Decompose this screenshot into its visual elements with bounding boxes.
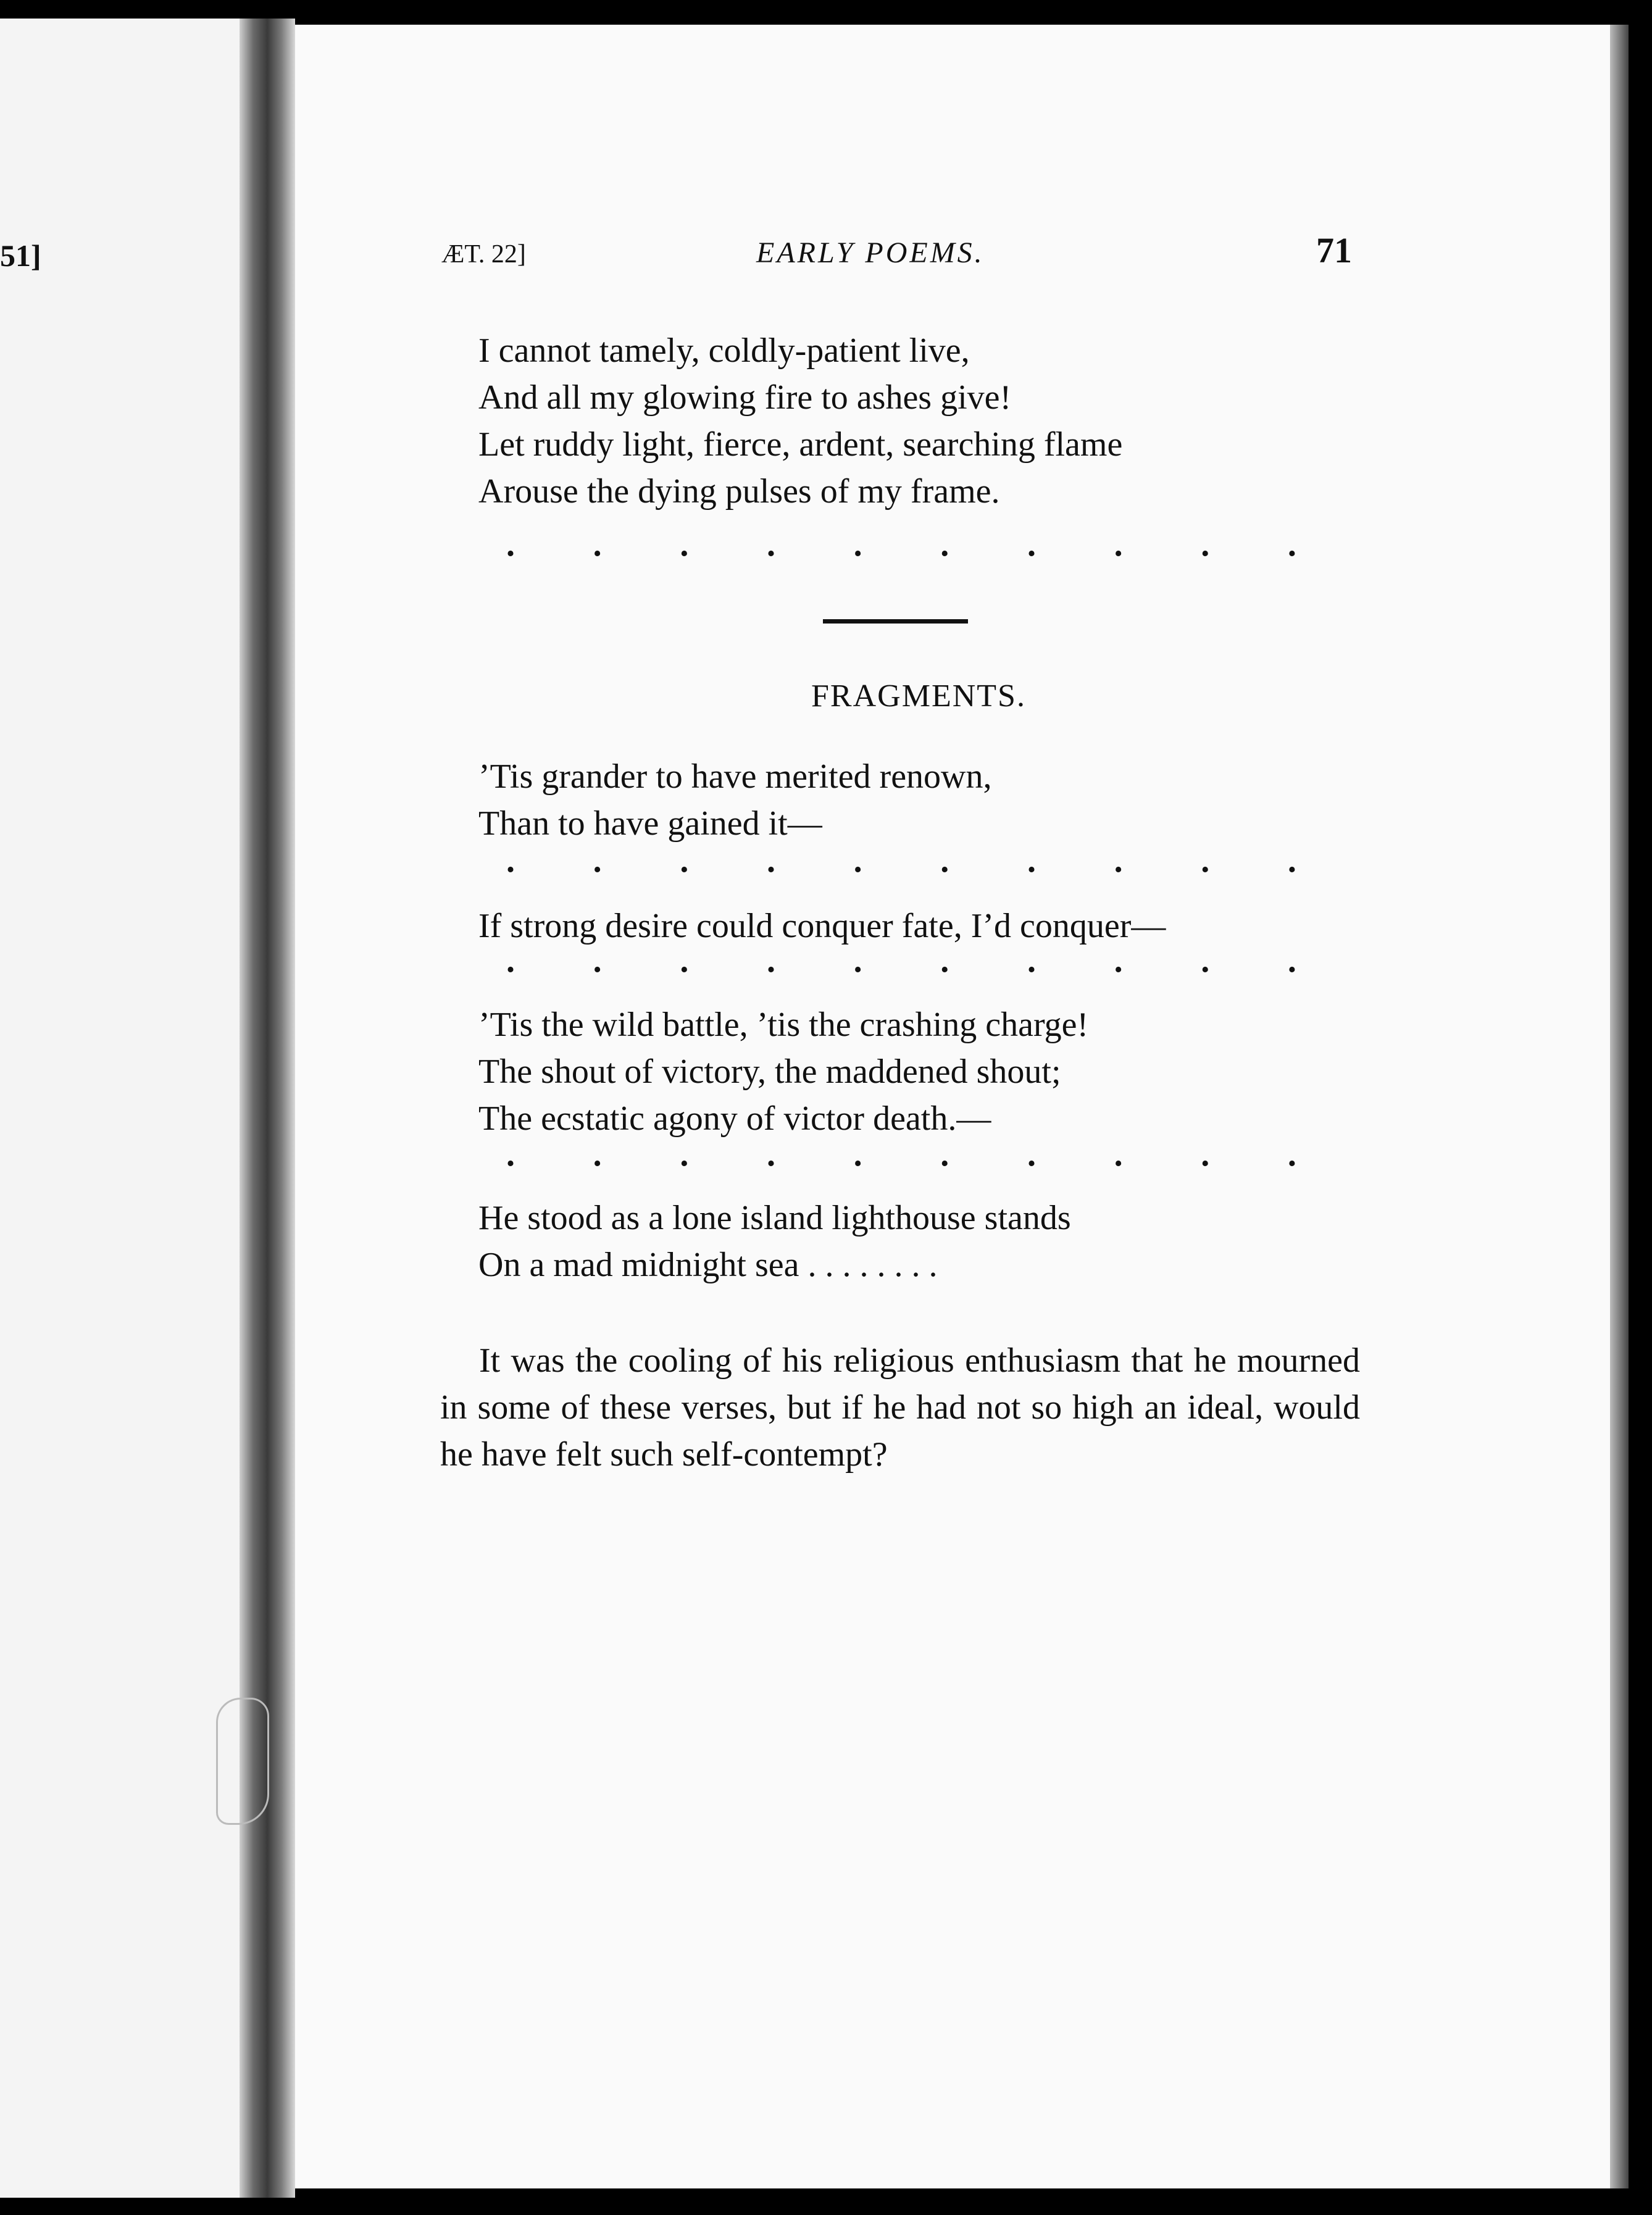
running-head-left: ÆT. 22] (441, 240, 526, 269)
verse-line: I cannot tamely, coldly-patient live, (478, 332, 970, 370)
ellipsis-row: . . . . . . . . . . (506, 525, 1296, 564)
fragment-stanza (478, 1195, 1071, 1288)
ellipsis-row: . . . . . . . . . . (506, 1135, 1296, 1174)
verse-line: If strong desire could conquer fate, I’d conquer— (478, 907, 1166, 945)
running-head (441, 230, 1352, 272)
verse-line: ’Tis grander to have merited renown, (478, 757, 992, 796)
facing-page (0, 19, 247, 2198)
verse-line: The shout of victory, the maddened shout; (478, 1053, 1061, 1091)
verse-line: Arouse the dying pulses of my frame. (478, 472, 1000, 511)
verse-line: And all my glowing fire to ashes give! (478, 378, 1012, 417)
book-gutter (240, 19, 295, 2198)
verse-line: Let ruddy light, fierce, ardent, searching flame (478, 425, 1123, 464)
commentary-paragraph (440, 1337, 1360, 1478)
fragment-stanza (478, 753, 992, 847)
paper-blemish (216, 1698, 269, 1825)
verse-line: Than to have gained it— (478, 804, 822, 843)
ellipsis-row: . . . . . . . . . . (506, 841, 1296, 880)
verse-line: On a mad midnight sea . . . . . . . . (478, 1246, 938, 1284)
section-divider (823, 619, 968, 624)
poem-end-stanza (478, 327, 1122, 515)
ellipsis-row: . . . . . . . . . . (506, 941, 1296, 980)
fragment-stanza (478, 903, 1166, 949)
verse-line: ’Tis the wild battle, ’tis the crashing charge! (478, 1006, 1089, 1044)
verse-line: The ecstatic agony of victor death.— (478, 1099, 991, 1138)
verse-line: He stood as a lone island lighthouse stands (478, 1199, 1071, 1237)
commentary-text: It was the cooling of his religious enthusiasm that he mourned in some of these verses, but if he had not so high an ideal, would he have felt such self-contempt? (440, 1341, 1360, 1474)
running-head-title: EARLY POEMS. (756, 236, 985, 269)
page-edge (1610, 25, 1629, 2188)
section-title: FRAGMENTS. (811, 678, 1026, 714)
facing-page-number: 51] (0, 238, 41, 273)
page-number: 71 (1316, 230, 1352, 270)
fragment-stanza (478, 1001, 1088, 1142)
